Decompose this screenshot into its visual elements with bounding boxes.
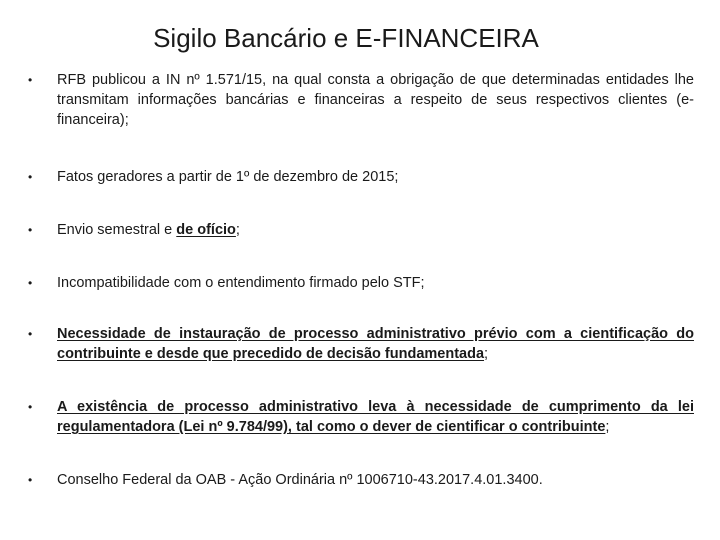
bullet-text-emphasis: A existência de processo administrativo leva à necessidade de cumprimento da lei regulamentadora (Lei nº 9.784/99), tal como o dever de cientificar o contribuinte [57, 399, 694, 435]
bullet-text: Incompatibilidade com o entendimento firmado pelo STF; [57, 275, 425, 291]
bullet-text: RFB publicou a IN nº 1.571/15, na qual consta a obrigação de que determinadas entidades lhe transmitam informações bancárias e financeiras a respeito de seus respectivos clientes (e-financeira); [57, 72, 694, 128]
bullet-marker: • [28, 327, 33, 341]
bullet-text-emphasis: Necessidade de instauração de processo administrativo prévio com a cientificação do contribuinte e desde que precedido de decisão fundamentada [57, 326, 694, 362]
bullet-marker: • [28, 73, 33, 87]
bullet-text-suffix: ; [484, 346, 489, 362]
bullet-text: Fatos geradores a partir de 1º de dezembro de 2015; [57, 169, 399, 185]
bullet-item-fatos-geradores [28, 167, 694, 187]
bullet-marker: • [28, 473, 33, 487]
bullet-text-prefix: Envio semestral e [57, 222, 177, 238]
bullet-text-suffix: ; [235, 222, 240, 238]
bullet-text-emphasis: de ofício [176, 222, 236, 238]
bullet-marker: • [28, 170, 33, 184]
bullet-item-envio-semestral [28, 220, 694, 240]
bullet-item-in-1571 [28, 70, 694, 130]
bullet-text [57, 324, 694, 364]
bullet-marker: • [28, 400, 33, 414]
bullet-text [57, 397, 694, 437]
bullet-item-processo-administrativo [28, 324, 694, 364]
bullet-text: Conselho Federal da OAB - Ação Ordinária nº 1006710-43.2017.4.01.3400. [57, 472, 543, 488]
bullet-marker: • [28, 276, 33, 290]
slide-title: Sigilo Bancário e E-FINANCEIRA [153, 23, 539, 53]
bullet-text [57, 220, 694, 240]
bullet-text-suffix: ; [605, 419, 610, 435]
bullet-marker: • [28, 223, 33, 237]
bullet-item-incompatibilidade-stf [28, 273, 694, 293]
bullet-item-lei-regulamentadora [28, 397, 694, 437]
bullet-item-conselho-oab [28, 470, 694, 490]
